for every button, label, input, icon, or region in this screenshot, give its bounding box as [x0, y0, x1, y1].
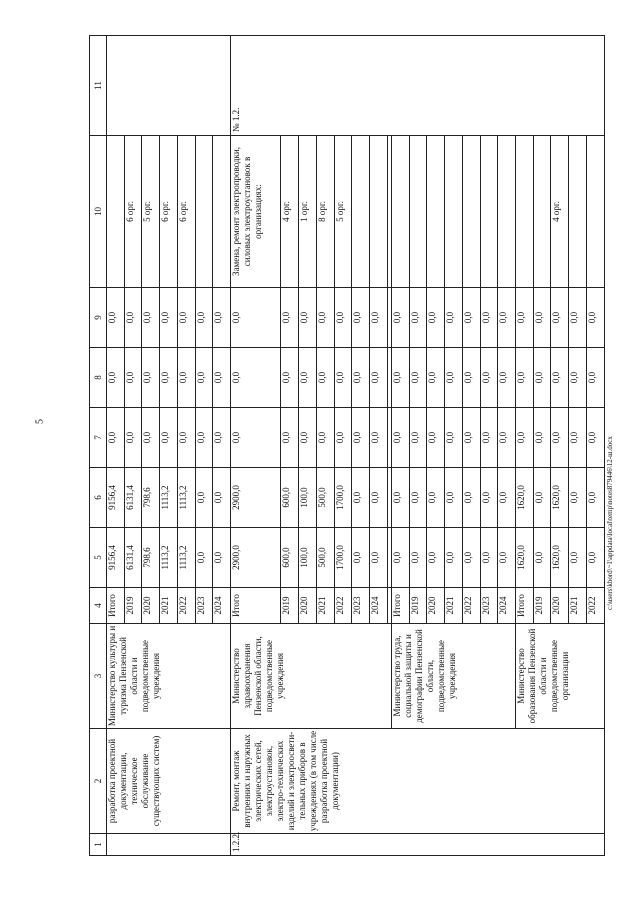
year-cell: 2019 — [533, 588, 551, 624]
column-header-8: 8 — [90, 348, 107, 408]
year-cell: 2023 — [480, 588, 498, 624]
value-col7: 0,0 — [498, 408, 516, 468]
column-header-7: 7 — [90, 408, 107, 468]
result-cell — [352, 136, 370, 288]
value-col7: 0,0 — [551, 408, 569, 468]
year-cell: 2022 — [586, 588, 604, 624]
year-cell: 2019 — [409, 588, 427, 624]
value-col8: 0,0 — [445, 348, 463, 408]
value-col9: 0,0 — [515, 288, 533, 348]
row-number: 1.2.2. — [231, 834, 605, 856]
value-col8: 0,0 — [177, 348, 195, 408]
value-col5: 500,0 — [316, 528, 334, 588]
value-col8: 0,0 — [370, 348, 388, 408]
value-col6: 0,0 — [391, 468, 409, 528]
value-col9: 0,0 — [427, 288, 445, 348]
value-col5: 600,0 — [281, 528, 299, 588]
value-col9: 0,0 — [352, 288, 370, 348]
value-col5: 0,0 — [352, 528, 370, 588]
value-col7: 0,0 — [142, 408, 160, 468]
value-col9: 0,0 — [409, 288, 427, 348]
result-cell — [391, 136, 409, 288]
year-cell: Итого — [515, 588, 533, 624]
value-col7: 0,0 — [316, 408, 334, 468]
value-col7: 0,0 — [445, 408, 463, 468]
result-cell — [427, 136, 445, 288]
value-col8: 0,0 — [462, 348, 480, 408]
table-row — [231, 36, 281, 856]
value-col6: 798,6 — [142, 468, 160, 528]
value-col8: 0,0 — [334, 348, 352, 408]
table-container — [89, 36, 605, 856]
value-col9: 0,0 — [551, 288, 569, 348]
value-col8: 0,0 — [213, 348, 231, 408]
value-col6: 0,0 — [370, 468, 388, 528]
value-col5: 1620,0 — [551, 528, 569, 588]
year-cell: 2024 — [213, 588, 231, 624]
result-cell — [533, 136, 551, 288]
value-col8: 0,0 — [281, 348, 299, 408]
result-cell — [409, 136, 427, 288]
value-col5: 9156,4 — [107, 528, 125, 588]
value-col7: 0,0 — [213, 408, 231, 468]
column-header-5: 5 — [90, 528, 107, 588]
value-col5: 0,0 — [498, 528, 516, 588]
value-col9: 0,0 — [142, 288, 160, 348]
result-cell — [480, 136, 498, 288]
value-col5: 1700,0 — [334, 528, 352, 588]
value-col9: 0,0 — [213, 288, 231, 348]
year-cell: Итого — [391, 588, 409, 624]
value-col6: 1620,0 — [551, 468, 569, 528]
task-description: Ремонт, монтаж внутренних и наружных электрических сетей, электроустановок, электро-технических изделий и электроосвети-тельных приборов в учреждениях (в том числе разработка проектной документации) — [231, 729, 605, 834]
result-cell — [498, 136, 516, 288]
value-col6: 0,0 — [445, 468, 463, 528]
year-cell: 2019 — [124, 588, 142, 624]
value-col6: 0,0 — [352, 468, 370, 528]
column-header-4: 4 — [90, 588, 107, 624]
table-row — [107, 36, 125, 856]
column-header-2: 2 — [90, 729, 107, 834]
value-col9: 0,0 — [107, 288, 125, 348]
result-cell — [515, 136, 533, 288]
year-cell: 2024 — [498, 588, 516, 624]
value-col7: 0,0 — [177, 408, 195, 468]
value-col8: 0,0 — [533, 348, 551, 408]
value-col7: 0,0 — [160, 408, 178, 468]
footer-file-path: c:\users\kbord\~1\appdata\local\temp\notes879446\12-ш.docx — [606, 436, 614, 610]
result-cell: 6 орг. — [160, 136, 178, 288]
value-col8: 0,0 — [498, 348, 516, 408]
value-col5: 0,0 — [195, 528, 213, 588]
organization-name: Министерство труда, социальной защиты и демографии Пензенской области, подведомственные учреждения — [391, 624, 515, 729]
year-cell: Итого — [107, 588, 125, 624]
value-col9: 0,0 — [462, 288, 480, 348]
value-col9: 0,0 — [370, 288, 388, 348]
year-cell: 2020 — [551, 588, 569, 624]
value-col5: 0,0 — [427, 528, 445, 588]
value-col5: 0,0 — [586, 528, 604, 588]
year-cell: 2019 — [281, 588, 299, 624]
result-cell — [569, 136, 587, 288]
value-col7: 0,0 — [586, 408, 604, 468]
value-col9: 0,0 — [195, 288, 213, 348]
value-col8: 0,0 — [586, 348, 604, 408]
result-cell — [445, 136, 463, 288]
result-cell: 1 орг. — [299, 136, 317, 288]
year-cell: 2023 — [352, 588, 370, 624]
result-cell: 8 орг. — [316, 136, 334, 288]
value-col5: 0,0 — [533, 528, 551, 588]
value-col9: 0,0 — [533, 288, 551, 348]
value-col8: 0,0 — [409, 348, 427, 408]
value-col7: 0,0 — [107, 408, 125, 468]
value-col8: 0,0 — [391, 348, 409, 408]
result-cell: 6 орг. — [124, 136, 142, 288]
value-col6: 600,0 — [281, 468, 299, 528]
organization-name: Министерство здравоохранения Пензенской области, подведомственные учреждения — [231, 624, 392, 729]
value-col9: 0,0 — [316, 288, 334, 348]
value-col9: 0,0 — [160, 288, 178, 348]
value-col8: 0,0 — [231, 348, 281, 408]
organization-name: Министерство культуры и туризма Пензенской области и подведомственные учреждения — [107, 624, 231, 729]
value-col5: 798,6 — [142, 528, 160, 588]
value-col9: 0,0 — [281, 288, 299, 348]
reference-cell: № 1.2. — [231, 36, 605, 136]
value-col7: 0,0 — [334, 408, 352, 468]
value-col7: 0,0 — [480, 408, 498, 468]
value-col9: 0,0 — [231, 288, 281, 348]
value-col5: 1113,2 — [160, 528, 178, 588]
value-col8: 0,0 — [299, 348, 317, 408]
column-header-11: 11 — [90, 36, 107, 136]
value-col7: 0,0 — [533, 408, 551, 468]
value-col8: 0,0 — [124, 348, 142, 408]
result-cell: 5 орг. — [334, 136, 352, 288]
value-col8: 0,0 — [551, 348, 569, 408]
value-col5: 1113,2 — [177, 528, 195, 588]
year-cell: 2023 — [195, 588, 213, 624]
year-cell: 2021 — [316, 588, 334, 624]
value-col6: 0,0 — [462, 468, 480, 528]
value-col9: 0,0 — [498, 288, 516, 348]
value-col6: 0,0 — [213, 468, 231, 528]
value-col6: 0,0 — [480, 468, 498, 528]
result-cell: 5 орг. — [142, 136, 160, 288]
value-col8: 0,0 — [142, 348, 160, 408]
value-col6: 0,0 — [498, 468, 516, 528]
value-col5: 0,0 — [569, 528, 587, 588]
value-col7: 0,0 — [231, 408, 281, 468]
value-col7: 0,0 — [352, 408, 370, 468]
page-number: 5 — [34, 419, 46, 424]
result-cell — [213, 136, 231, 288]
value-col7: 0,0 — [124, 408, 142, 468]
result-cell — [195, 136, 213, 288]
value-col6: 9156,4 — [107, 468, 125, 528]
value-col8: 0,0 — [515, 348, 533, 408]
value-col8: 0,0 — [480, 348, 498, 408]
value-col5: 2900,0 — [231, 528, 281, 588]
value-col9: 0,0 — [445, 288, 463, 348]
value-col6: 1113,2 — [177, 468, 195, 528]
value-col7: 0,0 — [569, 408, 587, 468]
value-col8: 0,0 — [352, 348, 370, 408]
value-col5: 100,0 — [299, 528, 317, 588]
year-cell: 2020 — [142, 588, 160, 624]
value-col9: 0,0 — [334, 288, 352, 348]
value-col6: 0,0 — [533, 468, 551, 528]
result-cell — [370, 136, 388, 288]
result-cell — [462, 136, 480, 288]
result-cell: 4 орг. — [281, 136, 299, 288]
header-row — [90, 36, 107, 856]
year-cell: 2021 — [160, 588, 178, 624]
year-cell: 2020 — [427, 588, 445, 624]
value-col5: 0,0 — [409, 528, 427, 588]
program-table — [89, 35, 605, 856]
year-cell: Итого — [231, 588, 281, 624]
column-header-10: 10 — [90, 136, 107, 288]
value-col7: 0,0 — [391, 408, 409, 468]
value-col6: 0,0 — [586, 468, 604, 528]
value-col7: 0,0 — [299, 408, 317, 468]
value-col8: 0,0 — [316, 348, 334, 408]
value-col6: 0,0 — [195, 468, 213, 528]
value-col7: 0,0 — [281, 408, 299, 468]
value-col8: 0,0 — [569, 348, 587, 408]
value-col6: 0,0 — [409, 468, 427, 528]
value-col6: 0,0 — [427, 468, 445, 528]
year-cell: 2024 — [370, 588, 388, 624]
result-cell: 4 орг. — [551, 136, 569, 288]
task-description: разработка проектной документации, техническое обслуживание существующих систем) — [107, 729, 231, 834]
value-col6: 1700,0 — [334, 468, 352, 528]
column-header-1: 1 — [90, 834, 107, 856]
value-col8: 0,0 — [427, 348, 445, 408]
value-col8: 0,0 — [107, 348, 125, 408]
result-cell: 6 орг. — [177, 136, 195, 288]
value-col7: 0,0 — [409, 408, 427, 468]
value-col5: 1620,0 — [515, 528, 533, 588]
value-col6: 1113,2 — [160, 468, 178, 528]
year-cell: 2021 — [445, 588, 463, 624]
year-cell: 2021 — [569, 588, 587, 624]
column-header-6: 6 — [90, 468, 107, 528]
value-col7: 0,0 — [370, 408, 388, 468]
value-col6: 1620,0 — [515, 468, 533, 528]
value-col9: 0,0 — [124, 288, 142, 348]
value-col5: 0,0 — [391, 528, 409, 588]
value-col7: 0,0 — [515, 408, 533, 468]
year-cell: 2022 — [462, 588, 480, 624]
value-col8: 0,0 — [195, 348, 213, 408]
year-cell: 2022 — [177, 588, 195, 624]
value-col9: 0,0 — [391, 288, 409, 348]
reference-cell — [107, 36, 231, 136]
value-col9: 0,0 — [569, 288, 587, 348]
value-col6: 6131,4 — [124, 468, 142, 528]
value-col5: 6131,4 — [124, 528, 142, 588]
value-col7: 0,0 — [462, 408, 480, 468]
value-col9: 0,0 — [480, 288, 498, 348]
value-col9: 0,0 — [299, 288, 317, 348]
value-col9: 0,0 — [586, 288, 604, 348]
result-cell — [107, 136, 125, 288]
year-cell: 2022 — [334, 588, 352, 624]
column-header-9: 9 — [90, 288, 107, 348]
value-col9: 0,0 — [177, 288, 195, 348]
value-col6: 2900,0 — [231, 468, 281, 528]
value-col5: 0,0 — [213, 528, 231, 588]
value-col6: 500,0 — [316, 468, 334, 528]
value-col7: 0,0 — [195, 408, 213, 468]
result-intro: Замена, ремонт электропроводки, силовых электроустановок в организациях: — [231, 136, 281, 288]
value-col8: 0,0 — [160, 348, 178, 408]
value-col5: 0,0 — [370, 528, 388, 588]
column-header-3: 3 — [90, 624, 107, 729]
row-number — [107, 834, 231, 856]
value-col5: 0,0 — [445, 528, 463, 588]
value-col6: 0,0 — [569, 468, 587, 528]
result-cell — [586, 136, 604, 288]
value-col5: 0,0 — [480, 528, 498, 588]
year-cell: 2020 — [299, 588, 317, 624]
value-col6: 100,0 — [299, 468, 317, 528]
value-col5: 0,0 — [462, 528, 480, 588]
organization-name: Министерство образования Пензенской области и подведомственные организации — [515, 624, 604, 729]
value-col7: 0,0 — [427, 408, 445, 468]
